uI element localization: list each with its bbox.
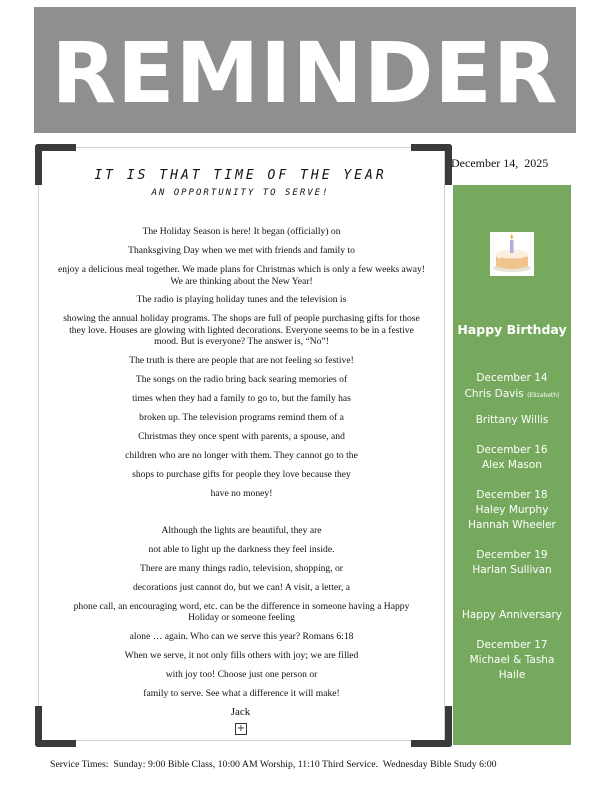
birthday-name-note: (Elizabeth) — [527, 392, 560, 399]
letter-line: not able to light up the darkness they feel inside. — [148, 543, 335, 555]
birthday-name-text: Chris Davis — [464, 388, 524, 400]
birthday-cake-icon — [490, 232, 534, 276]
birthday-name — [453, 387, 571, 403]
letter-line: alone … again. Who can we serve this year? Romans 6:18 — [129, 630, 354, 642]
letter-line: showing the annual holiday programs. The shops are full of people purchasing gifts for those they love. Houses are glowing with lighted decorations. Everyone seems to be in a festive mood. But is everyone? The answer is, “No”! — [63, 313, 420, 347]
letter-line: Christmas they once spent with parents, a spouse, and — [138, 430, 345, 442]
letter-line: Thanksgiving Day when we met with friends and family to — [128, 245, 355, 256]
anniversary-heading: Happy Anniversary — [461, 609, 563, 621]
add-icon[interactable]: + — [236, 723, 246, 734]
newsletter-date: December 14, 2025 — [451, 156, 549, 170]
letter-line: family to serve. See what a difference it will make! — [143, 687, 340, 699]
birthday-name: Brittany Willis — [475, 414, 549, 426]
birthday-name: Harlan Sullivan — [472, 564, 552, 576]
letter-line: with joy too! Choose just one person or — [165, 668, 318, 680]
letter-line: decorations just cannot do, but we can! A visit, a letter, a — [132, 581, 350, 593]
birthday-date: December 14 — [476, 372, 548, 384]
letter-line: The truth is there are people that are not feeling so festive! — [129, 354, 354, 366]
birthday-name: Alex Mason — [482, 459, 542, 471]
birthday-date: December 19 — [476, 549, 548, 561]
service-times: Service Times: Sunday: 9:00 Bible Class, 10:00 AM Worship, 11:10 Third Service. Wednesday Bible Study 6:00 — [50, 759, 497, 770]
birthday-date: December 16 — [476, 444, 548, 456]
birthday-date: December 18 — [476, 489, 548, 501]
birthday-name: Hannah Wheeler — [468, 519, 556, 531]
anniversary-date: December 17 — [476, 639, 548, 651]
reminder-banner — [34, 7, 576, 133]
birthday-name: Haley Murphy — [475, 504, 549, 516]
letter-line: Although the lights are beautiful, they are — [161, 524, 322, 536]
letter-signature: Jack — [230, 706, 251, 718]
birthday-heading: Happy Birthday — [457, 322, 567, 337]
letter-line: When we serve, it not only fills others with joy; we are filled — [124, 649, 359, 661]
letter-line: have no money! — [210, 487, 273, 499]
letter-body — [58, 222, 425, 703]
letter-line: enjoy a delicious meal together. We made plans for Christmas which is only a few weeks away! We are thinking about the New Year! — [58, 264, 425, 287]
letter-line: shops to purchase gifts for people they love because they — [132, 468, 351, 480]
letter-line: broken up. The television programs remind them of a — [139, 411, 344, 423]
letter-line: The songs on the radio bring back searing memories of — [135, 373, 348, 385]
letter-line: There are many things radio, television, shopping, or — [139, 562, 344, 574]
anniversary-names: Michael & Tasha — [469, 654, 555, 666]
letter-line: phone call, an encouraging word, etc. can be the difference in someone having a Happy Holiday or someone feeling — [73, 600, 410, 623]
letter-line: times when they had a family to go to, but the family has — [132, 392, 351, 404]
letter-subheading: AN OPPORTUNITY TO SERVE! — [151, 188, 330, 198]
letter-line: The radio is playing holiday tunes and the television is — [136, 294, 347, 305]
anniversary-names: Haile — [498, 669, 526, 681]
banner-title: REMINDER — [51, 24, 559, 122]
letter-line: children who are no longer with them. They cannot go to the — [125, 449, 358, 461]
letter-line: The Holiday Season is here! It began (officially) on — [142, 226, 341, 237]
letter-heading: IT IS THAT TIME OF THE YEAR — [94, 168, 387, 183]
